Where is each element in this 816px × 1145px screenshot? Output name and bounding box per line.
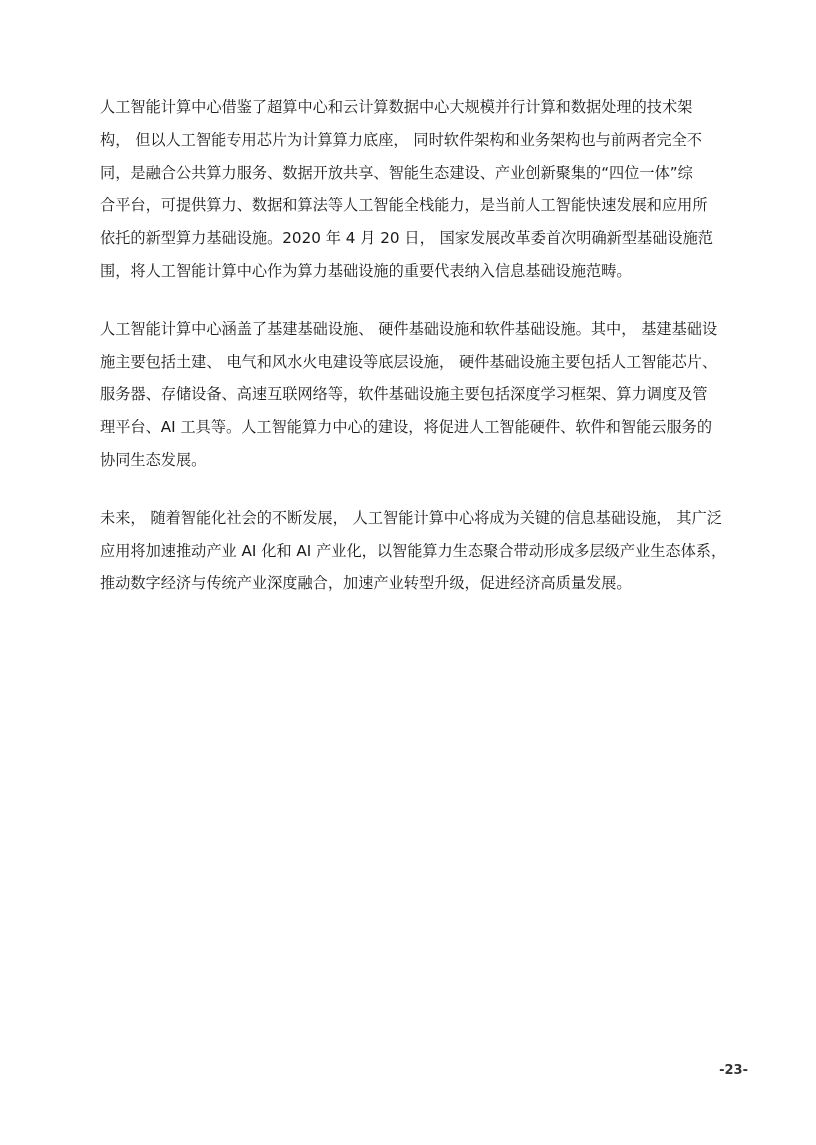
text-line: 服务器、存储设备、高速互联网络等，软件基础设施主要包括深度学习框架、算力调度及管: [100, 385, 708, 404]
paragraph-future-outlook: [100, 502, 742, 600]
text-line: 推动数字经济与传统产业深度融合，加速产业转型升级，促进经济高质量发展。: [100, 574, 632, 593]
text-line: 应用将加速推动产业 AI 化和 AI 产业化，以智能算力生态聚合带动形成多层级产业生态体系，: [100, 541, 727, 560]
text-line: 施主要包括土建、 电气和风水火电建设等底层设施， 硬件基础设施主要包括人工智能芯片、: [100, 352, 718, 371]
document-body: [100, 91, 742, 625]
text-line: 合平台，可提供算力、数据和算法等人工智能全栈能力，是当前人工智能快速发展和应用所: [100, 196, 708, 215]
text-line: 围，将人工智能计算中心作为算力基础设施的重要代表纳入信息基础设施范畴。: [100, 261, 632, 280]
text-line: 未来， 随着智能化社会的不断发展， 人工智能计算中心将成为关键的信息基础设施， 其广泛: [100, 508, 722, 527]
text-line: 协同生态发展。: [100, 450, 207, 469]
text-line: 依托的新型算力基础设施。2020 年 4 月 20 日， 国家发展改革委首次明确新型基础设施范: [100, 229, 713, 248]
paragraph-ai-computing-center-intro: [100, 91, 742, 288]
text-line: 人工智能计算中心借鉴了超算中心和云计算数据中心大规模并行计算和数据处理的技术架: [100, 98, 693, 116]
text-line: 构， 但以人工智能专用芯片为计算算力底座， 同时软件架构和业务架构也与前两者完全不: [100, 130, 702, 149]
paragraph-infrastructure-scope: [100, 313, 742, 477]
page-number: -23-: [719, 1063, 748, 1078]
text-line: 理平台、AI 工具等。人工智能算力中心的建设，将促进人工智能硬件、软件和智能云服务的: [100, 418, 713, 437]
text-line: 人工智能计算中心涵盖了基建基础设施、 硬件基础设施和软件基础设施。其中， 基建基础设: [100, 319, 718, 338]
text-line: 同，是融合公共算力服务、数据开放共享、智能生态建设、产业创新聚集的“四位一体”综: [100, 163, 693, 182]
